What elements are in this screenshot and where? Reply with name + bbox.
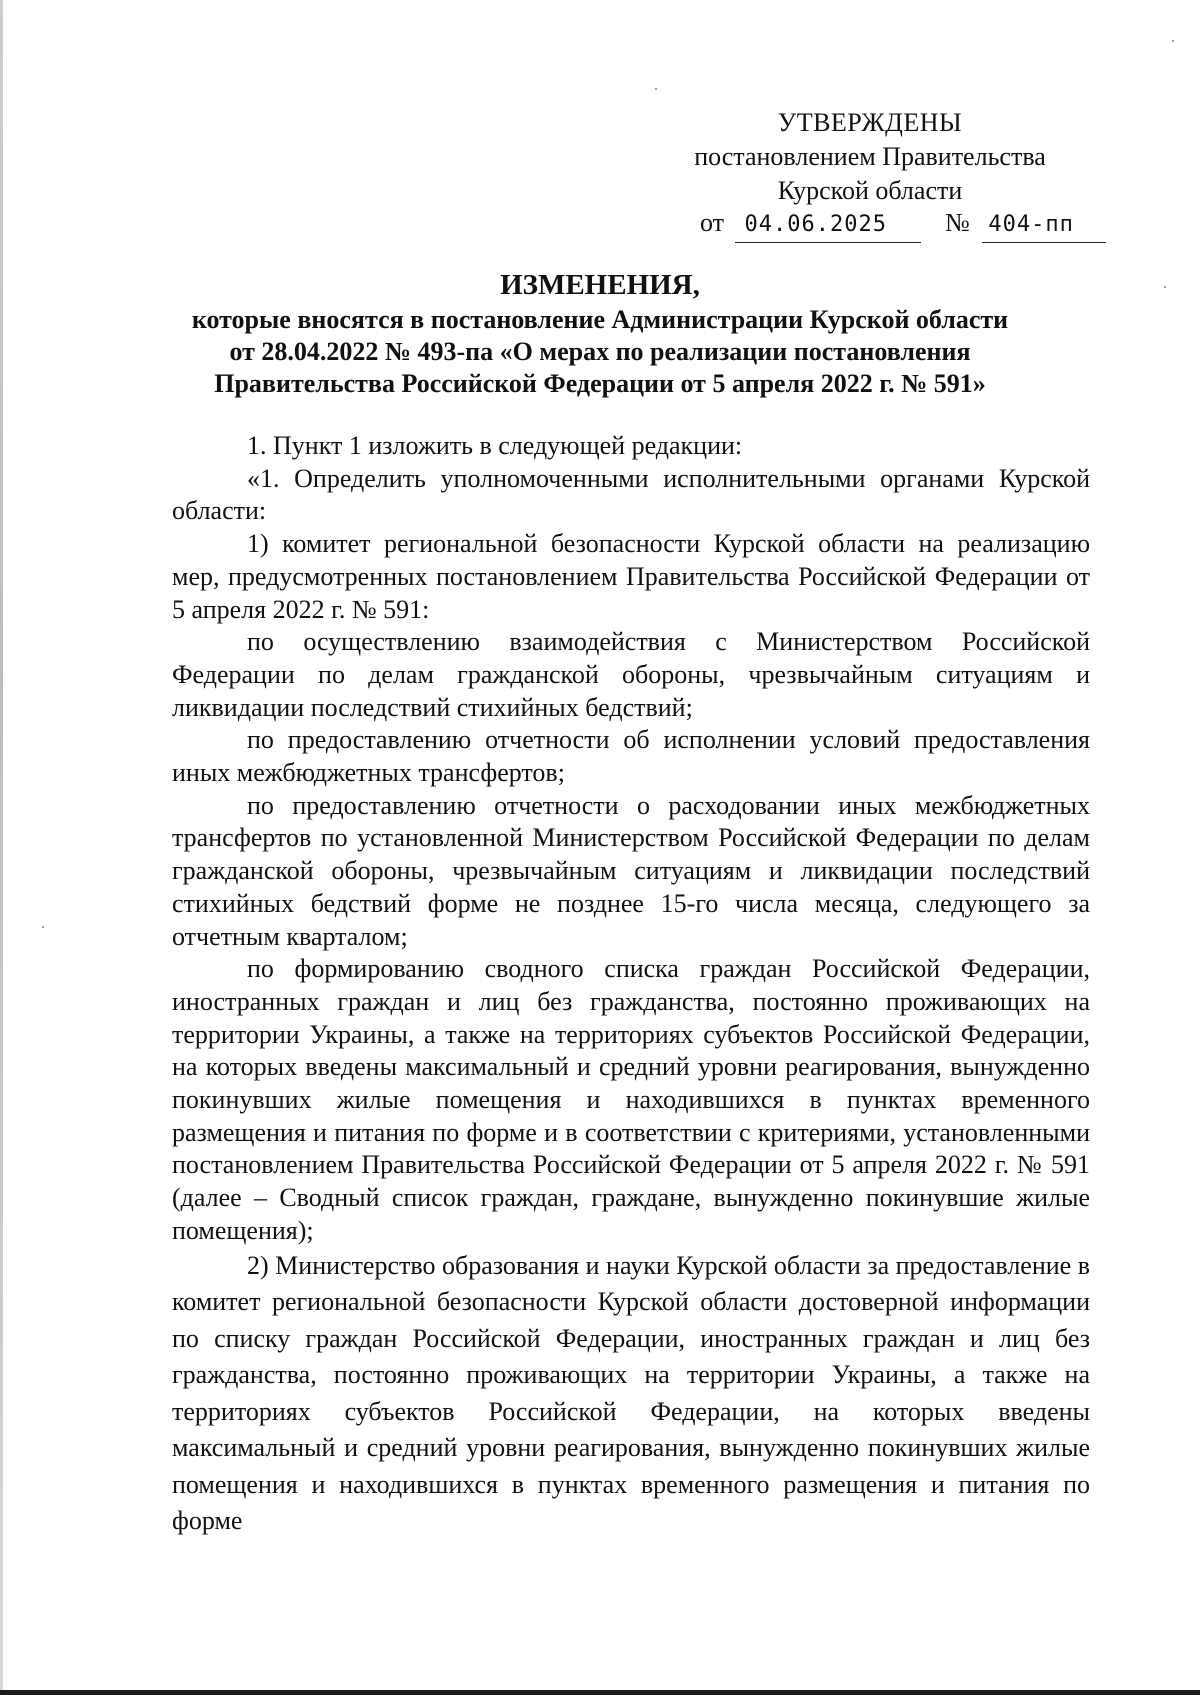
heading-subtitle-line-3: Правительства Российской Федерации от 5 апреля 2022 г. № 591» [214,369,986,398]
heading-subtitle-line-1: которые вносятся в постановление Администрации Курской области [191,305,1009,334]
number-sign: № [945,208,970,237]
document-body [172,430,1090,1540]
scan-bottom-edge [0,1690,1200,1695]
body-paragraph: 1. Пункт 1 изложить в следующей редакции: [247,431,743,460]
approval-authority-line: постановлением Правительства [694,142,1046,171]
body-paragraph: «1. Определить уполномоченными исполнительными органами Курской области: [172,463,1090,526]
body-paragraph: по осуществлению взаимодействия с Министерством Российской Федерации по делам гражданской обороны, чрезвычайным ситуациям и ликвидации последствий стихийных бедствий; [172,627,1090,722]
approval-date: 04.06.2025 [735,208,921,243]
body-paragraph: по формированию сводного списка граждан Российской Федерации, иностранных граждан и лиц без гражданства, постоянно проживающих на территории Украины, а также на территориях субъектов Российской Федерации, на которых введены максимальный и средний уровни реагирования, вынужденно покинувших жилые помещения и находившихся в пунктах временного размещения и питания по форме и в соответствии с критериями, установленными постановлением Правительства Российской Федерации от 5 апреля 2022 г. № 591 (далее – Сводный список граждан, граждане, вынужденно покинувшие жилые помещения); [172,954,1090,1245]
body-paragraph: 1) комитет региональной безопасности Курской области на реализацию мер, предусмотренных постановлением Правительства Российской Федерации от 5 апреля 2022 г. № 591: [172,529,1090,624]
heading-subtitle-line-2: от 28.04.2022 № 493-па «О мерах по реализации постановления [229,337,971,366]
date-prefix: от [700,208,725,237]
scan-speck [1164,286,1166,288]
body-paragraph: по предоставлению отчетности об исполнении условий предоставления иных межбюджетных трансфертов; [172,725,1090,788]
approval-block [660,106,1080,208]
scan-speck [1172,40,1174,42]
body-paragraph: 2) Министерство образования и науки Курской области за предоставление в комитет региональной безопасности Курской области достоверной информации по списку граждан Российской Федерации, иностранных граждан и лиц без гражданства, постоянно проживающих на территории Украины, а также на территориях субъектов Российской Федерации, на которых введены максимальный и средний уровни реагирования, вынужденно покинувших жилые помещения и находившихся в пунктах временного размещения и питания по форме [172,1250,1090,1536]
scan-speck [42,926,44,928]
body-paragraph: по предоставлению отчетности о расходовании иных межбюджетных трансфертов по установленной Министерством Российской Федерации по делам гражданской обороны, чрезвычайным ситуациям и ликвидации последствий стихийных бедствий форме не позднее 15-го числа месяца, следующего за отчетным кварталом; [172,790,1090,951]
approval-number: 404-пп [982,208,1106,243]
heading-title: ИЗМЕНЕНИЯ, [500,269,700,301]
approval-date-line [700,206,1106,243]
scan-speck [655,88,657,90]
scan-left-edge [0,0,3,1695]
document-heading [150,266,1050,400]
approval-region-line: Курской области [777,176,963,205]
approval-title: УТВЕРЖДЕНЫ [777,108,963,137]
